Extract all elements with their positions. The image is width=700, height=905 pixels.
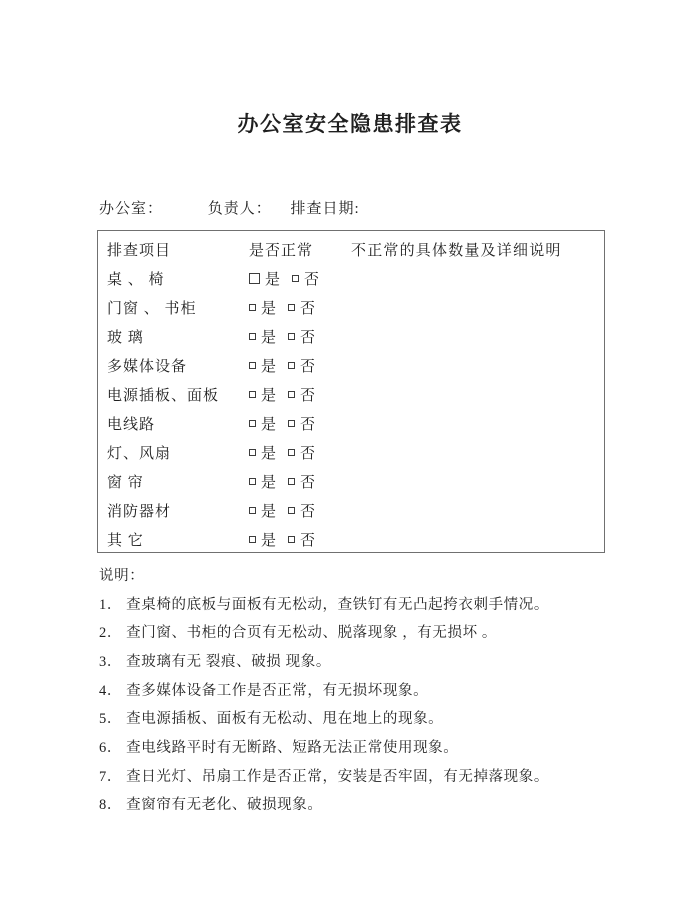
no-checkbox[interactable]	[288, 391, 295, 398]
status-cell	[249, 384, 351, 405]
yes-checkbox[interactable]	[249, 507, 256, 514]
no-checkbox[interactable]	[288, 449, 295, 456]
table-row	[98, 438, 604, 467]
table-row	[98, 264, 604, 293]
note-item: 2． 查门窗、书柜的合页有无松动、脱落现象 ，有无损坏 。	[99, 625, 498, 642]
office-field-label: 办公室：	[99, 201, 164, 217]
table-row	[98, 409, 604, 438]
yes-label: 是	[261, 359, 278, 375]
note-item: 6． 查电线路平时有无断路、短路无法正常使用现象。	[99, 739, 459, 756]
table-row	[98, 525, 604, 554]
status-cell	[249, 413, 351, 434]
no-checkbox[interactable]	[288, 478, 295, 485]
yes-label: 是	[261, 388, 278, 404]
status-cell	[249, 355, 351, 376]
note-item: 1． 查桌椅的底板与面板有无松动，查铁钉有无凸起挎衣刺手情况。	[99, 596, 549, 613]
no-checkbox[interactable]	[288, 362, 295, 369]
yes-checkbox[interactable]	[249, 362, 256, 369]
no-label: 否	[300, 446, 317, 462]
yes-label: 是	[261, 504, 278, 520]
table-row	[98, 467, 604, 496]
date-field-label: 排查日期:	[290, 201, 360, 217]
yes-label: 是	[261, 417, 278, 433]
yes-checkbox[interactable]	[249, 536, 256, 543]
no-label: 否	[300, 388, 317, 404]
inspection-item-label: 其 它	[107, 533, 144, 549]
no-label: 否	[300, 475, 317, 491]
status-cell	[249, 529, 351, 550]
note-item: 7． 查日光灯、吊扇工作是否正常，安装是否牢固，有无掉落现象。	[99, 768, 549, 785]
yes-label: 是	[261, 533, 278, 549]
inspection-item-label: 窗 帘	[107, 475, 144, 491]
yes-label: 是	[265, 272, 282, 288]
inspection-item-label: 电线路	[107, 417, 156, 433]
table-row	[98, 322, 604, 351]
notes-heading: 说明：	[99, 567, 145, 584]
table-row	[98, 351, 604, 380]
no-label: 否	[300, 359, 317, 375]
yes-label: 是	[261, 475, 278, 491]
yes-label: 是	[261, 301, 278, 317]
status-cell	[249, 471, 351, 492]
page-title: 办公室安全隐患排查表	[237, 112, 463, 136]
note-item: 5． 查电源插板、面板有无松动、甩在地上的现象。	[99, 711, 444, 728]
no-checkbox[interactable]	[288, 333, 295, 340]
note-item: 8． 查窗帘有无老化、破损现象。	[99, 797, 323, 814]
yes-checkbox[interactable]	[249, 333, 256, 340]
column-header-item: 排查项目	[107, 243, 172, 259]
column-header-status: 是否正常	[249, 243, 314, 259]
yes-checkbox[interactable]	[249, 449, 256, 456]
yes-checkbox[interactable]	[249, 391, 256, 398]
status-cell	[249, 500, 351, 521]
inspection-item-label: 玻 璃	[107, 330, 144, 346]
yes-label: 是	[261, 330, 278, 346]
status-cell	[249, 326, 351, 347]
table-row	[98, 380, 604, 409]
column-header-detail: 不正常的具体数量及详细说明	[351, 243, 562, 259]
status-cell	[249, 442, 351, 463]
inspection-table	[97, 230, 605, 553]
yes-checkbox[interactable]	[249, 304, 256, 311]
no-label: 否	[300, 417, 317, 433]
inspection-item-label: 灯、风扇	[107, 446, 172, 462]
no-label: 否	[304, 272, 321, 288]
status-cell	[249, 297, 351, 318]
note-item: 4． 查多媒体设备工作是否正常，有无损坏现象。	[99, 682, 429, 699]
table-row	[98, 293, 604, 322]
yes-checkbox[interactable]	[249, 273, 260, 284]
inspection-item-label: 多媒体设备	[107, 359, 188, 375]
inspection-item-label: 桌 、 椅	[107, 272, 165, 288]
inspection-item-label: 门窗 、 书柜	[107, 301, 197, 317]
info-line	[99, 197, 360, 218]
no-label: 否	[300, 330, 317, 346]
note-item: 3． 查玻璃有无 裂痕、破损 现象。	[99, 653, 331, 670]
yes-label: 是	[261, 446, 278, 462]
no-checkbox[interactable]	[288, 536, 295, 543]
status-cell	[249, 268, 351, 289]
no-label: 否	[300, 504, 317, 520]
table-header-row	[98, 235, 604, 264]
inspection-item-label: 消防器材	[107, 504, 172, 520]
manager-field-label: 负责人：	[207, 201, 272, 217]
inspection-item-label: 电源插板、面板	[107, 388, 220, 404]
no-checkbox[interactable]	[292, 275, 299, 282]
notes-section	[99, 560, 640, 818]
no-checkbox[interactable]	[288, 420, 295, 427]
yes-checkbox[interactable]	[249, 478, 256, 485]
no-label: 否	[300, 301, 317, 317]
no-label: 否	[300, 533, 317, 549]
no-checkbox[interactable]	[288, 304, 295, 311]
yes-checkbox[interactable]	[249, 420, 256, 427]
table-row	[98, 496, 604, 525]
no-checkbox[interactable]	[288, 507, 295, 514]
